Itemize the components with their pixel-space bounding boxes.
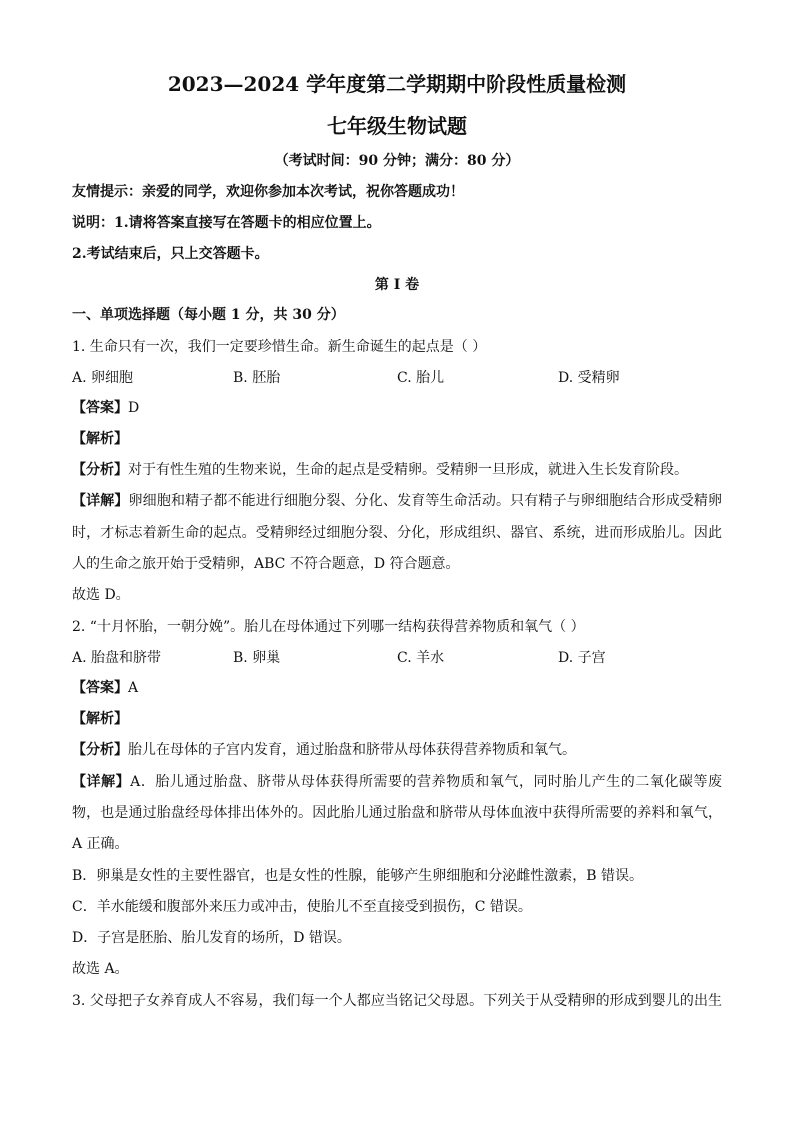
question-2-conclusion: 故选 A。: [72, 961, 129, 977]
instruction-2: 2.考试结束后，只上交答题卡。: [72, 246, 269, 262]
question-2-option-d: D. 子宫: [558, 650, 606, 666]
question-2-option-a: A. 胎盘和脐带: [72, 650, 162, 666]
question-2-option-b: B. 卵巢: [233, 650, 281, 666]
fenxi-tag: 【分析】: [72, 742, 128, 758]
exam-title: 2023—2024 学年度第二学期期中阶段性质量检测: [167, 72, 627, 96]
friendly-tip: 友情提示：亲爱的同学，欢迎你参加本次考试，祝你答题成功！: [72, 184, 464, 200]
fenxi-tag: 【分析】: [72, 462, 128, 478]
question-1-analysis-tag: 【解析】: [72, 431, 128, 447]
question-1-answer: [72, 398, 139, 418]
xiangjie-tag: 【详解】: [72, 774, 131, 790]
question-2-answer: [72, 678, 138, 698]
question-2-xiangjie-line-3: A 正确。: [72, 836, 129, 852]
question-2-xiangjie-line-2: 物，也是通过胎盘经母体排出体外的。因此胎儿通过胎盘和脐带从母体血液中获得所需要的养料和氧气，: [72, 805, 722, 821]
question-1-xiangjie-line-3: 人的生命之旅开始于受精卵，ABC 不符合题意，D 符合题意。: [72, 556, 460, 572]
question-2-option-c: C. 羊水: [397, 650, 445, 666]
xiangjie-text: A．胎儿通过胎盘、脐带从母体获得所需要的营养物质和氧气，同时胎儿产生的二氧化碳等废: [130, 774, 722, 790]
question-1-xiangjie-line-2: 时，才标志着新生命的起点。受精卵经过细胞分裂、分化，形成组织、器官、系统，进而形成胎儿。因此: [72, 525, 722, 541]
question-1-option-a: A. 卵细胞: [72, 370, 134, 386]
answer-value: D: [128, 400, 140, 416]
answer-value: A: [128, 680, 139, 696]
question-1-fenxi: [72, 460, 688, 480]
question-2-xiangjie-line-1: [72, 772, 722, 792]
section-heading: 一、单项选择题（每小题 1 分，共 30 分）: [72, 307, 345, 323]
question-2-analysis-tag: 【解析】: [72, 711, 128, 727]
answer-tag: 【答案】: [72, 680, 128, 696]
question-2-stem: 2. “十月怀胎，一朝分娩”。胎儿在母体通过下列哪一结构获得营养物质和氧气（ ）: [72, 619, 585, 635]
question-2-fenxi: [72, 740, 576, 760]
question-1-option-b: B. 胚胎: [233, 370, 281, 386]
xiangjie-tag: 【详解】: [72, 493, 129, 509]
fenxi-text: 胎儿在母体的子宫内发育，通过胎盘和脐带从母体获得营养物质和氧气。: [128, 742, 576, 758]
answer-tag: 【答案】: [72, 400, 128, 416]
question-1-option-c: C. 胎儿: [397, 370, 445, 386]
question-1-conclusion: 故选 D。: [72, 587, 130, 603]
volume-heading: 第 I 卷: [374, 277, 420, 293]
question-1-stem: 1. 生命只有一次，我们一定要珍惜生命。新生命诞生的起点是（ ）: [72, 339, 487, 355]
question-2-option-c-explanation: C．羊水能缓和腹部外来压力或冲击，使胎儿不至直接受到损伤，C 错误。: [72, 899, 532, 915]
fenxi-text: 对于有性生殖的生物来说，生命的起点是受精卵。受精卵一旦形成，就进入生长发育阶段。: [128, 462, 688, 478]
question-1-option-d: D. 受精卵: [558, 370, 620, 386]
xiangjie-text: 卵细胞和精子都不能进行细胞分裂、分化、发育等生命活动。只有精子与卵细胞结合形成受精卵: [128, 493, 723, 509]
question-3-stem: 3. 父母把子女养育成人不容易，我们每一个人都应当铭记父母恩。下列关于从受精卵的形成到婴儿的出生: [72, 993, 722, 1009]
question-2-option-d-explanation: D．子宫是胚胎、胎儿发育的场所，D 错误。: [72, 930, 351, 946]
question-1-xiangjie-line-1: [72, 491, 722, 511]
question-2-option-b-explanation: B．卵巢是女性的主要性器官，也是女性的性腺，能够产生卵细胞和分泌雌性激素，B 错误。: [72, 868, 644, 884]
exam-subtitle: 七年级生物试题: [327, 114, 467, 138]
exam-info: （考试时间：90 分钟；满分：80 分）: [274, 153, 520, 169]
instruction-1: 说明：1.请将答案直接写在答题卡的相应位置上。: [72, 215, 381, 231]
